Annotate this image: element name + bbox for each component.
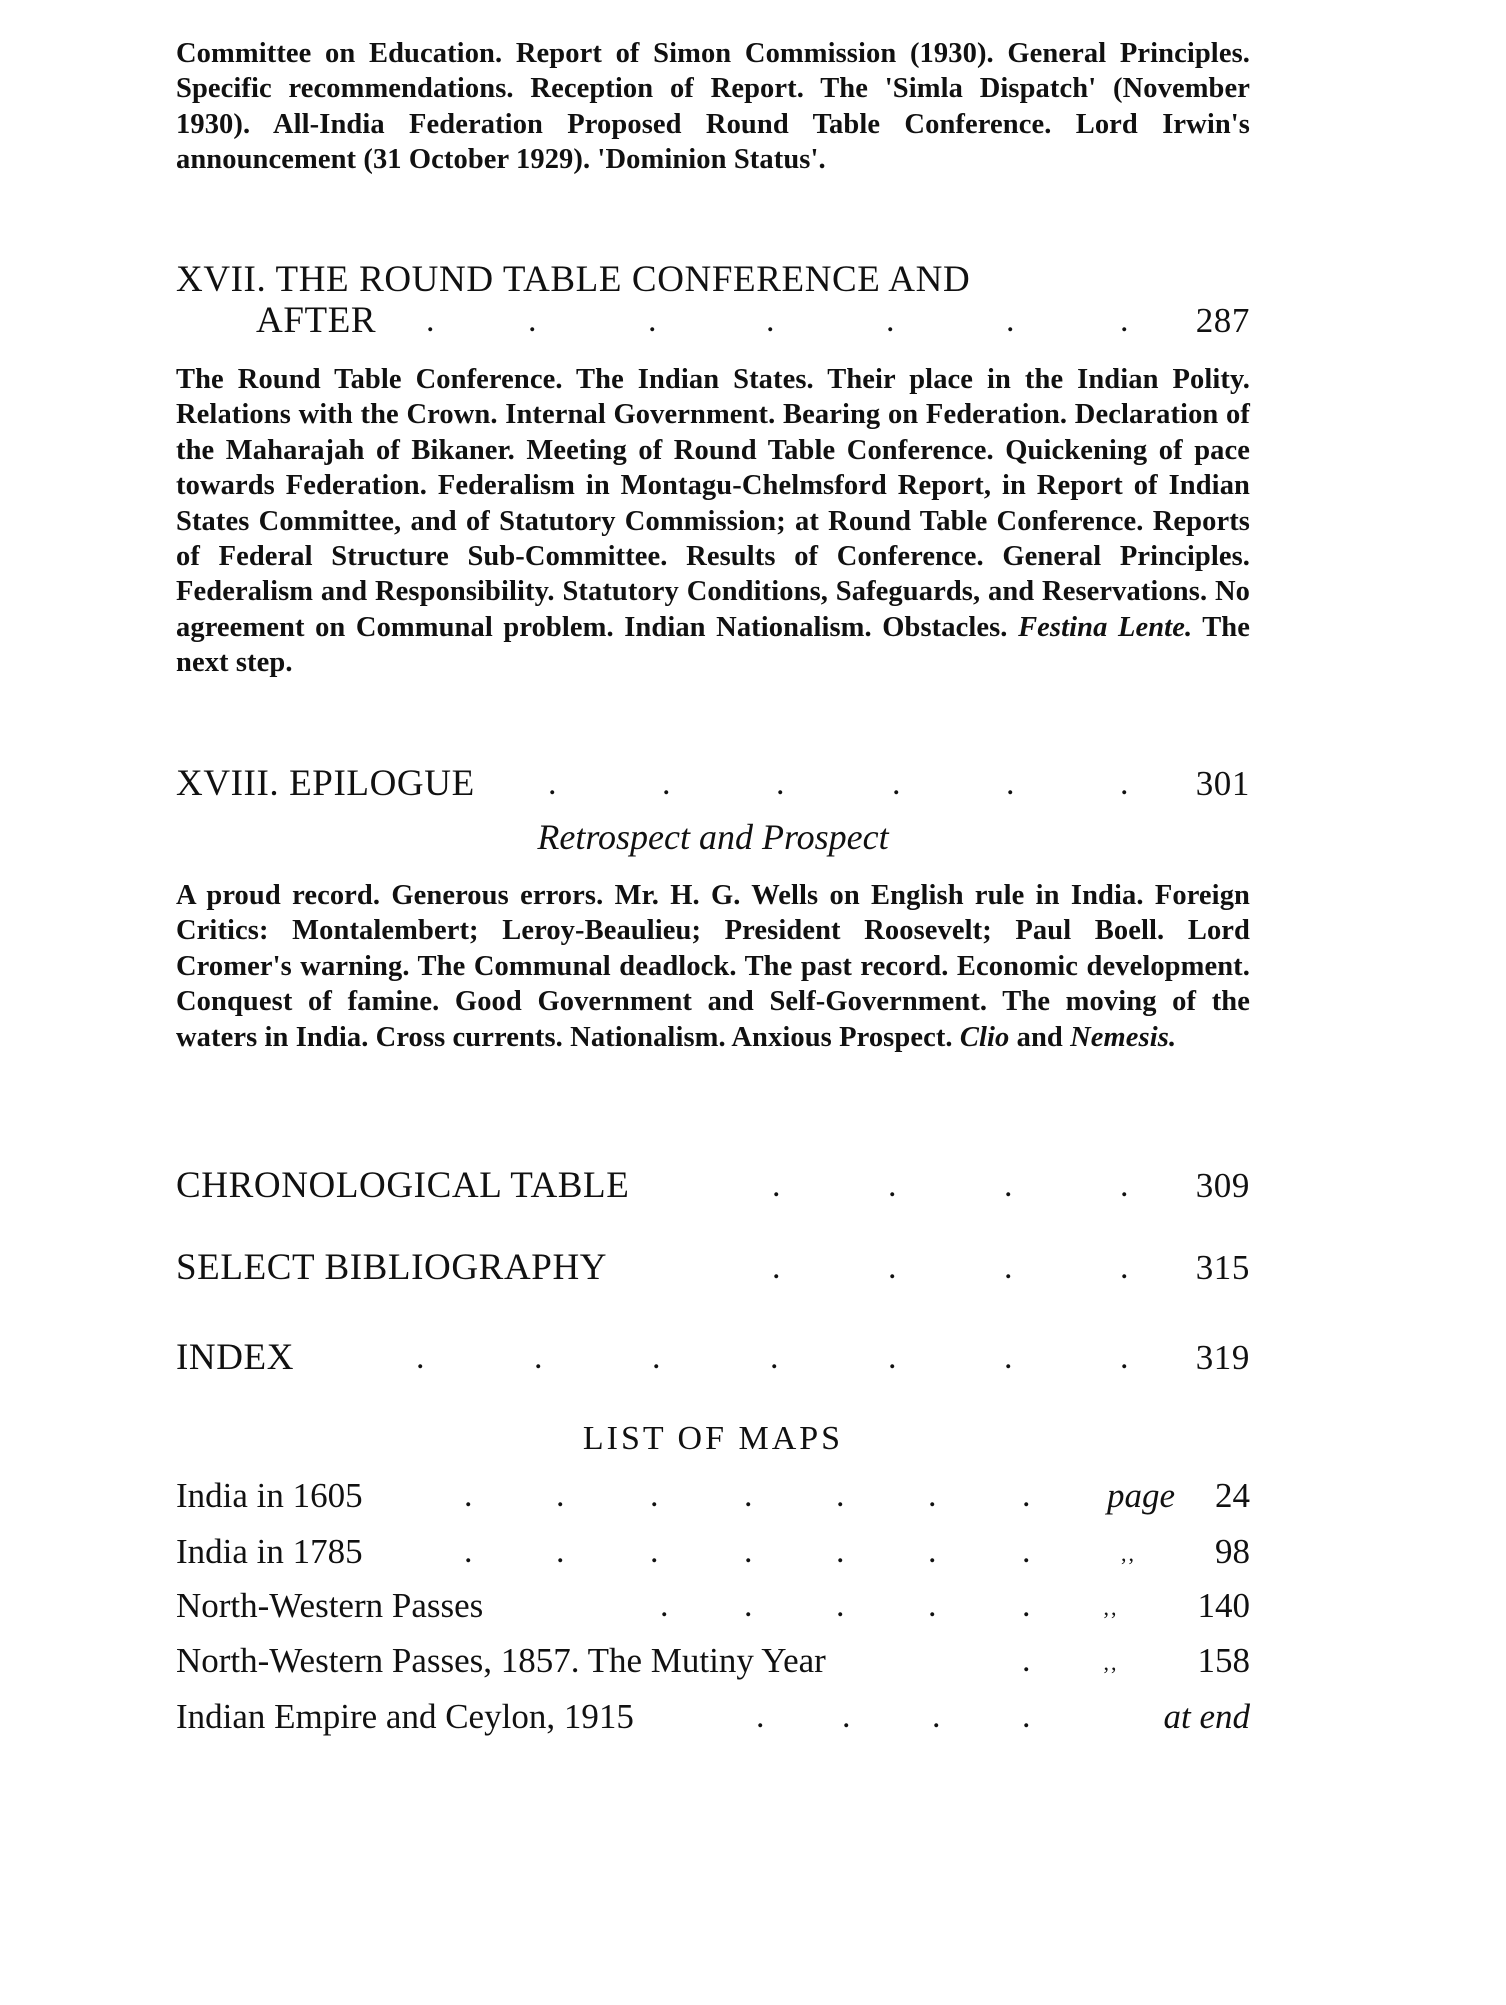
leader-dot: . <box>660 1587 669 1624</box>
chapter-18-summary <box>176 878 1250 1055</box>
map-title: North-Western Passes <box>176 1586 484 1625</box>
leader-dot: . <box>556 1533 565 1570</box>
leader-dot: . <box>1006 302 1016 339</box>
map-page-ref <box>1080 1530 1250 1578</box>
leader-dot: . <box>1006 765 1016 802</box>
leader-dot: . <box>888 1339 898 1376</box>
leader-dot: . <box>836 1587 845 1624</box>
leader-dot: . <box>1120 1249 1130 1286</box>
leader-dot: . <box>744 1587 753 1624</box>
leader-dot: . <box>888 1249 898 1286</box>
leader-dot: . <box>772 1249 782 1286</box>
map-page-number: 140 <box>1197 1586 1250 1625</box>
leader-dot: . <box>464 1533 473 1570</box>
leader-dot: . <box>1022 1642 1031 1679</box>
back-matter-title: INDEX <box>176 1337 295 1378</box>
leader-dot: . <box>766 302 776 339</box>
map-page-prefix: page <box>1107 1476 1176 1515</box>
leader-dot: . <box>842 1698 851 1735</box>
back-matter-page: 315 <box>1195 1248 1250 1287</box>
back-matter-title: CHRONOLOGICAL TABLE <box>176 1165 630 1206</box>
map-page-ref <box>1080 1695 1250 1739</box>
chapter-18-summary-and: and <box>1016 1021 1063 1053</box>
leader-dot: . <box>662 765 672 802</box>
map-page-ref <box>1080 1639 1250 1687</box>
map-entry <box>176 1474 1250 1518</box>
chapter-18-page: 301 <box>1195 764 1250 803</box>
chapter-16-summary <box>176 36 1250 178</box>
map-title: India in 1605 <box>176 1476 363 1515</box>
map-page-number: 158 <box>1197 1641 1250 1680</box>
map-page-prefix: ,, <box>1121 1541 1136 1566</box>
leader-dot: . <box>426 302 436 339</box>
leader-dot: . <box>928 1477 937 1514</box>
map-entry <box>176 1530 1250 1574</box>
leader-dot: . <box>770 1339 780 1376</box>
leader-dot: . <box>464 1477 473 1514</box>
leader-dot: . <box>932 1698 941 1735</box>
leader-dot: . <box>836 1477 845 1514</box>
chapter-18-summary-clio: Clio <box>959 1021 1010 1053</box>
map-title: North-Western Passes, 1857. The Mutiny Year <box>176 1641 826 1680</box>
leader-dot: . <box>650 1477 659 1514</box>
leader-dot: . <box>652 1339 662 1376</box>
leader-dot: . <box>744 1477 753 1514</box>
chapter-17-summary-text: The Round Table Conference. The Indian States. Their place in the Indian Polity. Relations with the Crown. Internal Government. Bearing on Federation. Declaration of the Maharajah of Bikaner. Meeting of Round Table Conference. Quickening of pace towards Federation. Federalism in Montagu-Chelmsford Report, in Report of Indian States Committee, and of Statutory Commission; at Round Table Conference. Reports of Federal Structure Sub-Committee. Results of Conference. General Principles. Federalism and Responsibility. Statutory Conditions, Safeguards, and Reservations. No agreement on Communal problem. Indian Nationalism. Obstacles. <box>176 364 1250 643</box>
chapter-17-title: XVII. THE ROUND TABLE CONFERENCE AND <box>176 259 971 300</box>
leader-dot: . <box>886 302 896 339</box>
back-matter-chronological-table <box>176 1164 1250 1208</box>
map-entry <box>176 1639 1250 1683</box>
leader-dot: . <box>1022 1533 1031 1570</box>
leader-dot: . <box>888 1167 898 1204</box>
chapter-18-summary-text: A proud record. Generous errors. Mr. H. G. Wells on English rule in India. Foreign Critics: Montalembert; Leroy-Beaulieu; President Roosevelt; Paul Boell. Lord Cromer's warning. The Communal deadlock. The past record. Economic development. Conquest of famine. Good Government and Self-Government. The moving of the waters in India. Cross currents. Nationalism. Anxious Prospect. <box>176 880 1250 1053</box>
back-matter-index <box>176 1336 1250 1380</box>
leader-dot: . <box>756 1698 765 1735</box>
leader-dot: . <box>744 1533 753 1570</box>
leader-dot: . <box>528 302 538 339</box>
back-matter-page: 309 <box>1195 1166 1250 1205</box>
chapter-18-title-line <box>176 762 1250 806</box>
leader-dot: . <box>772 1167 782 1204</box>
leader-dot: . <box>648 302 658 339</box>
back-matter-page: 319 <box>1195 1338 1250 1377</box>
map-entry <box>176 1584 1250 1628</box>
map-page-number: 98 <box>1215 1532 1250 1571</box>
map-title: India in 1785 <box>176 1532 363 1571</box>
chapter-17-title-cont: AFTER <box>256 300 377 341</box>
map-page-number: 24 <box>1215 1476 1250 1515</box>
chapter-17-summary-latin: Festina Lente. <box>1018 611 1193 643</box>
leader-dot: . <box>836 1533 845 1570</box>
leader-dot: . <box>1120 1339 1130 1376</box>
chapter-18-summary-nemesis: Nemesis. <box>1070 1021 1177 1053</box>
leader-dot: . <box>928 1533 937 1570</box>
leader-dot: . <box>1120 765 1130 802</box>
leader-dot: . <box>534 1339 544 1376</box>
leader-dot: . <box>548 765 558 802</box>
back-matter-title: SELECT BIBLIOGRAPHY <box>176 1247 608 1288</box>
map-page-prefix: ,, <box>1103 1650 1119 1675</box>
map-page-number: at end <box>1163 1697 1250 1736</box>
chapter-16-summary-text: Committee on Education. Report of Simon Commission (1930). General Principles. Specific recommendations. Reception of Report. The 'Simla Dispatch' (November 1930). All-India Federation Proposed Round Table Conference. Lord Irwin's announcement (31 October 1929). 'Dominion Status'. <box>176 38 1250 176</box>
leader-dot: . <box>1004 1167 1014 1204</box>
leader-dot: . <box>1022 1587 1031 1624</box>
leader-dot: . <box>1004 1339 1014 1376</box>
leader-dot: . <box>556 1477 565 1514</box>
map-page-prefix: ,, <box>1103 1595 1119 1620</box>
map-page-ref <box>1080 1584 1250 1632</box>
leader-dot: . <box>1022 1698 1031 1735</box>
chapter-17-title-line-2 <box>176 299 1250 343</box>
chapter-18-subtitle: Retrospect and Prospect <box>537 817 889 857</box>
leader-dot: . <box>928 1587 937 1624</box>
map-page-ref <box>1080 1474 1250 1518</box>
chapter-17-title-line-1 <box>176 258 1250 302</box>
leader-dot: . <box>650 1533 659 1570</box>
leader-dot: . <box>1022 1477 1031 1514</box>
leader-dot: . <box>1004 1249 1014 1286</box>
maps-heading: LIST OF MAPS <box>582 1420 844 1457</box>
leader-dot: . <box>1120 302 1130 339</box>
leader-dot: . <box>892 765 902 802</box>
chapter-17-summary-end: The next step. <box>176 611 1250 679</box>
leader-dot: . <box>416 1339 426 1376</box>
back-matter-select-bibliography <box>176 1246 1250 1290</box>
chapter-17-page: 287 <box>1195 301 1250 340</box>
map-title: Indian Empire and Ceylon, 1915 <box>176 1697 634 1736</box>
leader-dot: . <box>776 765 786 802</box>
leader-dot: . <box>1120 1167 1130 1204</box>
chapter-17-summary <box>176 362 1250 681</box>
chapter-18-title: XVIII. EPILOGUE <box>176 763 475 804</box>
map-entry <box>176 1695 1250 1739</box>
